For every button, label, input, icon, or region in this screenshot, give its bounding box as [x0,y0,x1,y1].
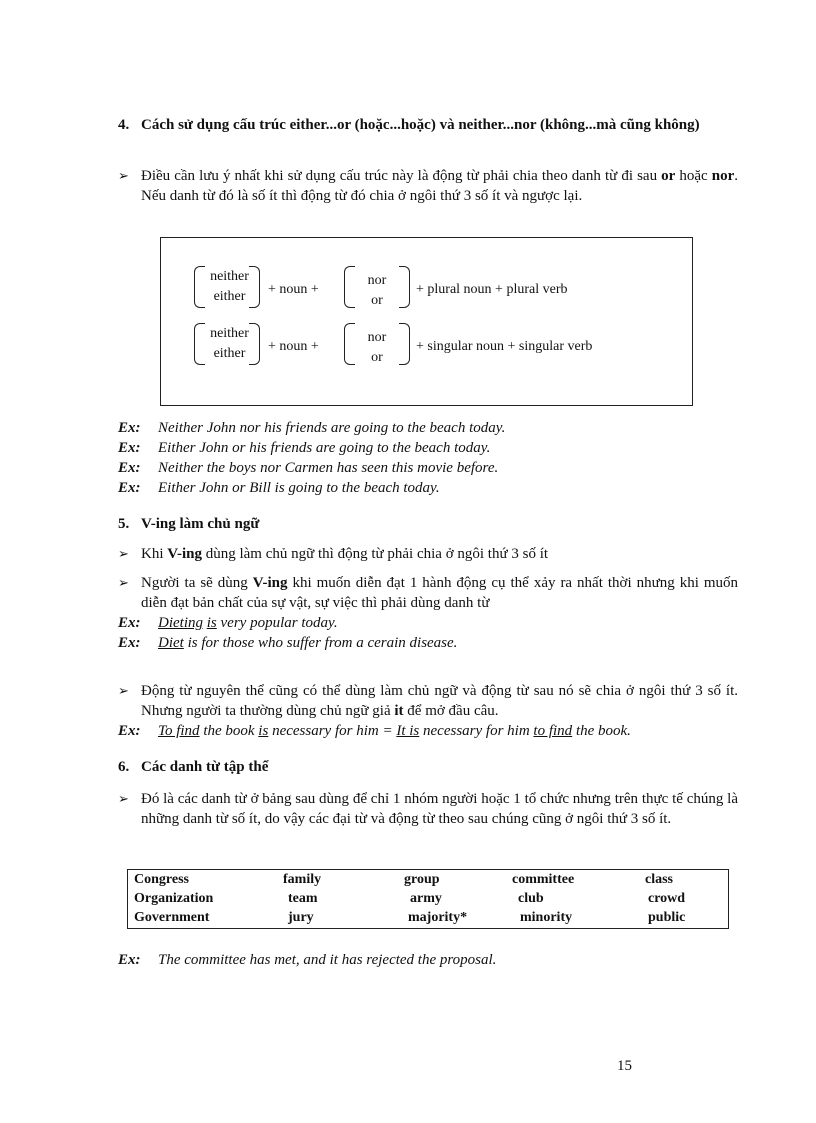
table-cell: minority [520,910,573,925]
bullet-arrow-icon: ➢ [118,791,129,806]
table-cell: group [404,872,440,887]
formula-row-1-left: neither either [210,269,249,304]
right-brace [399,266,410,308]
section-5-bullet-2: Người ta sẽ dùng V-ing khi muốn diễn đạt 1 hành động cụ thể xảy ra nhất thời nhưng khi muốn diễn đạt bản chất của sự vật, sự việc thì phải dùng danh từ [141,575,738,611]
bullet-arrow-icon: ➢ [118,683,129,698]
page-number: 15 [617,1058,632,1074]
formula-row-2-left: neither either [210,326,249,361]
table-cell: team [288,891,318,906]
bullet-arrow-icon: ➢ [118,575,129,590]
table-cell: family [283,872,322,887]
left-brace [344,266,355,308]
formula-row-2-right: nor or [367,330,387,365]
formula-row-1-mid: + noun + [268,282,319,297]
collective-nouns-table [127,869,729,929]
table-cell: club [518,891,544,906]
table-cell: Congress [134,872,189,887]
right-brace [399,323,410,365]
section-6-title: Các danh từ tập thể [141,759,269,775]
table-cell: army [410,891,442,906]
table-cell: crowd [648,891,686,906]
table-cell: majority* [408,910,468,925]
bullet-arrow-icon: ➢ [118,546,129,561]
section-5-title: V-ing làm chủ ngữ [141,516,260,532]
example-line: Ex: Either John or Bill is going to the beach today. [118,480,440,496]
section-4-bullet-1: Điều cần lưu ý nhất khi sử dụng cấu trúc này là động từ phải chia theo danh từ đi sau or hoặc nor. Nếu danh từ đó là số ít thì động từ đó chia ở ngôi thứ 3 số ít và ngược lại. [141,168,738,204]
section-4-title: Cách sử dụng cấu trúc either...or (hoặc...hoặc) và neither...nor (không...mà cũng không) [141,117,700,133]
section-6-bullet-1: Đó là các danh từ ở bảng sau dùng để chỉ 1 nhóm người hoặc 1 tổ chức nhưng trên thực tế chúng là những danh từ số ít, do vậy các đại từ và động từ theo sau chúng cũng ở ngôi thứ 3 số ít. [141,791,738,827]
formula-row-2-tail: + singular noun + singular verb [416,339,593,354]
table-cell: class [645,872,673,887]
table-cell: Government [134,910,210,925]
section-5-number: 5. [118,516,130,532]
section-4-number: 4. [118,117,130,133]
table-cell: jury [288,910,314,925]
example-line: Ex: Neither John nor his friends are going to the beach today. [118,420,506,436]
formula-row-1-right: nor or [367,273,387,308]
example-line: Ex: The committee has met, and it has rejected the proposal. [118,952,497,968]
formula-box [160,237,693,406]
table-cell: Organization [134,891,214,906]
right-brace [249,266,260,308]
section-5-bullet-1: Khi V-ing dùng làm chủ ngữ thì động từ phải chia ở ngôi thứ 3 số ít [141,546,549,562]
example-line: Ex: Diet is for those who suffer from a cerain disease. [118,635,458,651]
formula-row-2-mid: + noun + [268,339,319,354]
right-brace [249,323,260,365]
section-6-number: 6. [118,759,130,775]
example-line: Ex: To find the book is necessary for him = It is necessary for him to find the book. [118,723,631,739]
example-line: Ex: Either John or his friends are going to the beach today. [118,440,491,456]
bullet-arrow-icon: ➢ [118,168,129,183]
left-brace [344,323,355,365]
table-cell: public [648,910,686,925]
example-line: Ex: Dieting is very popular today. [118,615,338,631]
table-cell: committee [512,872,575,887]
section-5-bullet-3: Động từ nguyên thể cũng có thể dùng làm chủ ngữ và động từ sau nó sẽ chia ở ngôi thứ 3 số ít. Nhưng người ta thường dùng chủ ngữ giả it để mở đầu câu. [141,683,738,719]
example-line: Ex: Neither the boys nor Carmen has seen this movie before. [118,460,499,476]
formula-row-1-tail: + plural noun + plural verb [416,282,568,297]
